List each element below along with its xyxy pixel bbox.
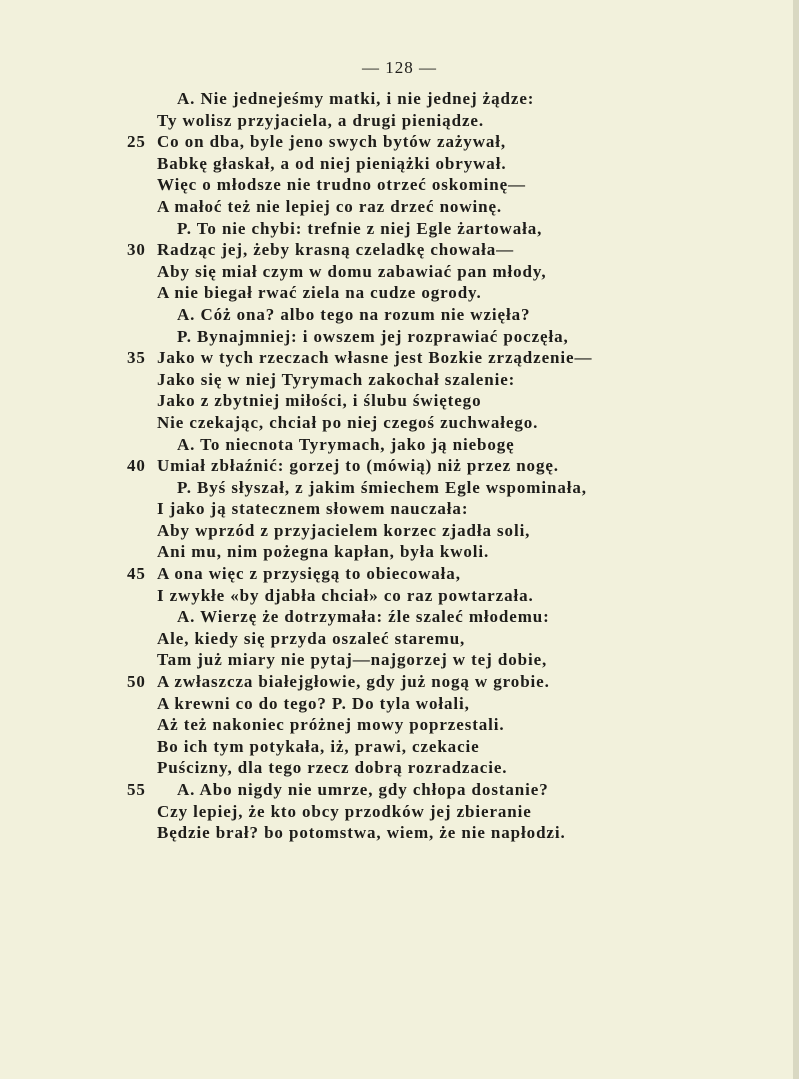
verse-line xyxy=(0,261,799,283)
verse-line-text: A. Nie jednejeśmy matki, i nie jednej żądze: xyxy=(177,89,535,108)
verse-line xyxy=(0,131,799,153)
verse-line-text: Tam już miary nie pytaj—najgorzej w tej dobie, xyxy=(157,650,548,670)
verse-line-text: Będzie brał? bo potomstwa, wiem, że nie napłodzi. xyxy=(157,823,566,843)
line-number: 55 xyxy=(127,780,146,799)
verse-line-text: Co on dba, byle jeno swych bytów zażywał, xyxy=(157,132,507,152)
verse-line xyxy=(0,585,799,607)
verse-line-text: Nie czekając, chciał po niej czegoś zuchwałego. xyxy=(157,412,539,432)
verse-line-text: I jako ją statecznem słowem nauczała: xyxy=(157,499,469,519)
page-edge xyxy=(793,0,799,1079)
verse-line-text: Radząc jej, żeby krasną czeladkę chowała— xyxy=(157,240,515,260)
verse-line-text: Ty wolisz przyjaciela, a drugi pieniądze. xyxy=(157,110,484,130)
verse-line xyxy=(0,218,799,240)
verse-line xyxy=(0,628,799,650)
verse-line xyxy=(0,412,799,434)
verse-line xyxy=(0,390,799,412)
verse-line-text: A. Wierzę że dotrzymała: źle szaleć młodemu: xyxy=(177,607,550,627)
verse-line xyxy=(0,477,799,499)
line-number: 25 xyxy=(127,132,146,152)
verse-line-text: A małoć też nie lepiej co raz drzeć nowinę. xyxy=(157,196,503,216)
verse-line xyxy=(0,757,799,779)
verse-line xyxy=(0,455,799,477)
verse-line-text: A ona więc z przysięgą to obiecowała, xyxy=(157,564,461,584)
verse-line xyxy=(0,153,799,175)
verse-text xyxy=(0,88,799,844)
verse-line xyxy=(0,693,799,715)
verse-line-text: Jako w tych rzeczach własne jest Bozkie zrządzenie— xyxy=(157,348,593,368)
verse-line xyxy=(0,671,799,693)
verse-line xyxy=(0,110,799,132)
verse-line-text: A. Abo nigdy nie umrze, gdy chłopa dostanie? xyxy=(177,780,549,799)
verse-line-text: A zwłaszcza białejgłowie, gdy już nogą w grobie. xyxy=(157,672,550,692)
verse-line xyxy=(0,434,799,456)
page-number: — 128 — xyxy=(362,58,437,77)
verse-line xyxy=(0,520,799,542)
verse-line-text: Aby wprzód z przyjacielem korzec zjadła soli, xyxy=(157,520,531,540)
line-number: 35 xyxy=(127,348,146,368)
verse-line-text: Jako z zbytniej miłości, i ślubu świętego xyxy=(157,391,482,411)
verse-line xyxy=(0,239,799,261)
verse-line-text: Czy lepiej, że kto obcy przodków jej zbieranie xyxy=(157,801,532,821)
verse-line-text: Aby się miał czym w domu zabawiać pan młody, xyxy=(157,261,547,281)
verse-line-text: A. Cóż ona? albo tego na rozum nie wzięła? xyxy=(177,304,531,324)
verse-line-text: I zwykłe «by djabła chciał» co raz powtarzała. xyxy=(157,585,534,605)
verse-line xyxy=(0,541,799,563)
verse-line-text: Jako się w niej Tyrymach zakochał szalenie: xyxy=(157,369,516,389)
verse-line xyxy=(0,326,799,348)
verse-line-text: A. To niecnota Tyrymach, jako ją niebogę xyxy=(177,434,515,454)
verse-line-text: P. Bynajmniej: i owszem jej rozprawiać poczęła, xyxy=(177,326,569,346)
verse-line-text: Puścizny, dla tego rzecz dobrą rozradzacie. xyxy=(157,758,508,778)
line-number: 40 xyxy=(127,456,146,476)
verse-line-text: Bo ich tym potykała, iż, prawi, czekacie xyxy=(157,736,480,756)
verse-line xyxy=(0,304,799,326)
verse-line-text: P. Byś słyszał, z jakim śmiechem Egle wspominała, xyxy=(177,477,587,497)
verse-line xyxy=(0,498,799,520)
verse-line xyxy=(0,801,799,823)
verse-line xyxy=(0,282,799,304)
verse-line-text: Aż też nakoniec próżnej mowy poprzestali. xyxy=(157,715,505,735)
verse-line xyxy=(0,174,799,196)
verse-line xyxy=(0,88,799,110)
verse-line-text: P. To nie chybi: trefnie z niej Egle żartowała, xyxy=(177,218,543,238)
verse-line xyxy=(0,714,799,736)
verse-line-text: Babkę głaskał, a od niej pieniążki obrywał. xyxy=(157,153,507,173)
verse-line-text: Ani mu, nim pożegna kapłan, była kwoli. xyxy=(157,542,490,562)
line-number: 50 xyxy=(127,672,146,692)
line-number: 45 xyxy=(127,564,146,584)
verse-line-text: A krewni co do tego? P. Do tyla wołali, xyxy=(157,693,470,713)
verse-line xyxy=(0,369,799,391)
verse-line-text: A nie biegał rwać ziela na cudze ogrody. xyxy=(157,283,482,303)
verse-line xyxy=(0,779,799,801)
verse-line xyxy=(0,563,799,585)
verse-line-text: Umiał zbłaźnić: gorzej to (mówią) niż przez nogę. xyxy=(157,456,559,476)
line-number: 30 xyxy=(127,240,146,260)
verse-line xyxy=(0,347,799,369)
verse-line xyxy=(0,196,799,218)
verse-line-text: Ale, kiedy się przyda oszaleć staremu, xyxy=(157,628,466,648)
verse-line xyxy=(0,736,799,758)
verse-line xyxy=(0,822,799,844)
verse-line xyxy=(0,649,799,671)
verse-line xyxy=(0,606,799,628)
verse-line-text: Więc o młodsze nie trudno otrzeć oskominę— xyxy=(157,175,526,195)
